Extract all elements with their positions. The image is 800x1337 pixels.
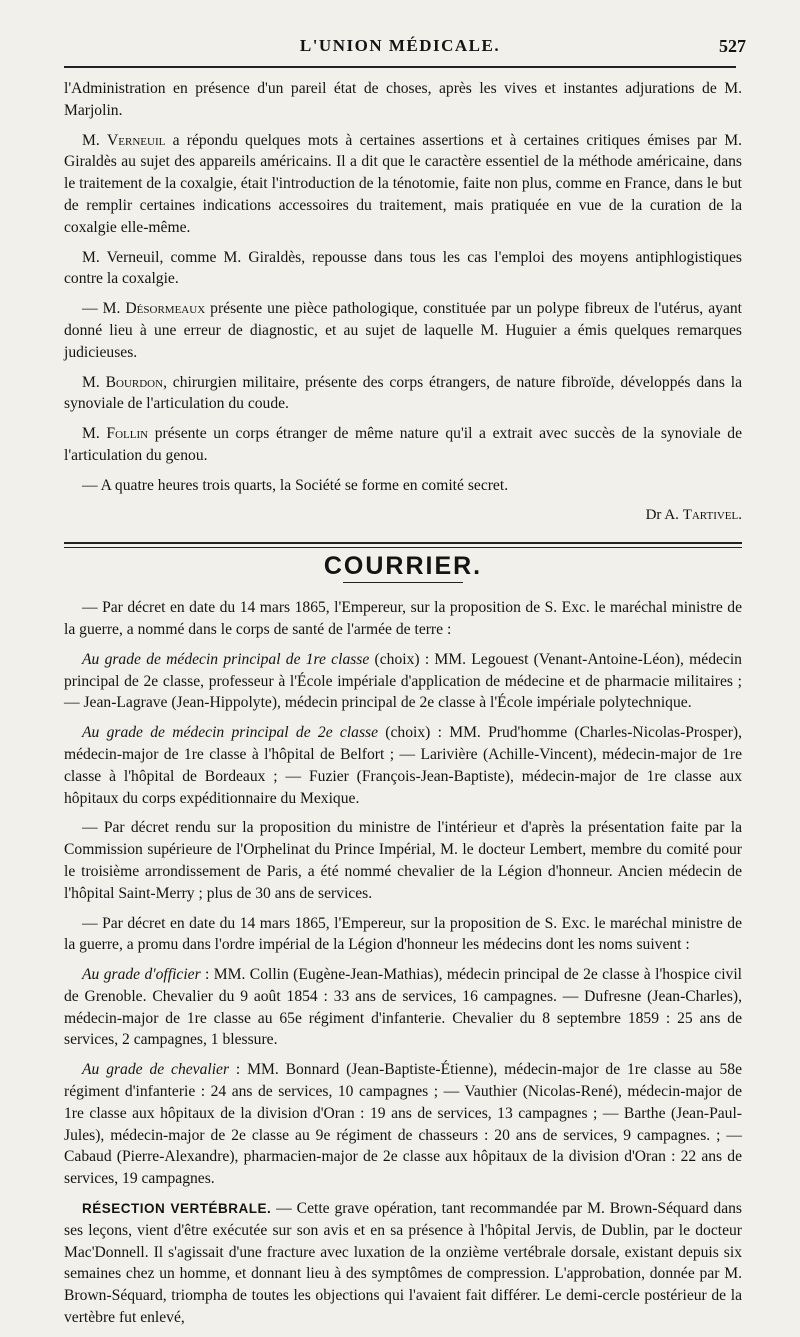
speaker-name: Désormeaux [125, 300, 206, 318]
paragraph: — Par décret en date du 14 mars 1865, l'Empereur, sur la proposition de S. Exc. le maréchal ministre de la guerre, a promu dans l'ordre impérial de la Légion d'honneur les médecins dont les noms suivent : [64, 914, 742, 954]
paragraph: — Par décret en date du 14 mars 1865, l'Empereur, sur la proposition de S. Exc. le maréchal ministre de la guerre, a nommé dans le corps de santé de l'armée de terre : [64, 599, 742, 638]
page-header [64, 36, 746, 68]
grade-label: Au grade de chevalier [82, 1061, 230, 1079]
paragraph: M. Verneuil, comme M. Giraldès, repousse dans tous les cas l'emploi des moyens antiphlogistiques contre la coxalgie. [64, 248, 742, 288]
article-body [64, 78, 742, 1337]
paragraph-text: , chirurgien militaire, présente des corps étrangers, de nature fibroïde, développés dans la synoviale de l'articulation du coude. [64, 373, 743, 413]
signature-prefix: Dr A. [645, 506, 683, 523]
speaker-name: Follin [106, 425, 149, 443]
paragraph: l'Administration en présence d'un pareil état de choses, après les vives et instantes adjurations de M. Marjolin. [64, 80, 742, 119]
signature [64, 505, 742, 527]
page-number: 527 [719, 36, 746, 56]
paragraph [64, 649, 742, 714]
section-title: COURRIER. [323, 552, 483, 581]
header-rule [64, 66, 736, 68]
paragraph-text: (choix) : MM. Legouest (Venant-Antoine-Léon), médecin principal de 2e classe, professeur à l'École impériale d'application de médecine et de pharmacie militaires ; — Jean-Lagrave (Jean-Hippolyte), médecin principal de 2e classe à l'École impériale polytechnique. [64, 650, 742, 712]
signature-suffix: . [738, 506, 742, 523]
paragraph-text: : MM. Collin (Eugène-Jean-Mathias), médecin principal de 2e classe à l'hospice civil de Grenoble. Chevalier du 9 août 1854 : 33 ans de services, 16 campagnes. — Dufresne (Jean-Charles), médecin-major de 1re classe au 65e régiment d'infanterie. Chevalier du 8 septembre 1859 : 25 ans de services, 2 campagnes, 1 blessure. [64, 966, 742, 1049]
grade-label: Au grade de médecin principal de 1re classe [82, 650, 370, 668]
speaker-name: Verneuil [107, 131, 166, 149]
paragraph: M. Verneuil a répondu quelques mots à certaines assertions et à certaines critiques émises par M. Giraldès au sujet des appareils américains. Il a dit que le caractère essentiel de la méthode américaine, dans le traitement de la coxalgie, était l'introduction de la ténotomie, faite non plus, comme en France, dans le but de remplir certaines indications accessoires du traitement, mais pratiquée en vue de la curation de la coxalgie elle-même. [64, 131, 742, 236]
section-divider [64, 542, 742, 548]
paragraph: — A quatre heures trois quarts, la Société se forme en comité secret. [82, 476, 509, 494]
paragraph-text: présente une pièce pathologique, constituée par un polype fibreux de l'utérus, ayant donné lieu à une erreur de diagnostic, et au sujet de laquelle M. Huguier a émis quelques remarques judicieuses. [64, 300, 742, 361]
item-lead: RÉSECTION VERTÉBRALE. [82, 1201, 272, 1217]
speaker-name: Bourdon [105, 373, 164, 391]
paragraph-text: — Cette grave opération, tant recommandée par M. Brown-Séquard dans ses leçons, vient d'être exécutée sur son avis et en sa présence à l'hôpital Jervis, de Dublin, par le docteur Mac'Donnell. Il s'agissait d'une fracture avec luxation de la onzième vertébrale dorsale, existant depuis six semaines chez un homme, et donnant lieu à des symptômes de compression. L'approbation, donnée par M. Brown-Séquard, triompha de toutes les objections qui l'avaient fait différer. Le demi-cercle postérieur de la vertèbre fut enlevé, [64, 1200, 742, 1327]
paragraph [64, 964, 742, 1051]
title-underline [343, 582, 463, 583]
paragraph: — Par décret rendu sur la proposition du ministre de l'intérieur et d'après la présentation faite par la Commission supérieure de l'Orphelinat du Prince Impérial, M. le docteur Lembert, membre du comité pour le troisième arrondissement de Paris, a été nommé chevalier de la Légion d'honneur. Ancien médecin de l'hôpital Saint-Merry ; plus de 30 ans de services. [64, 819, 742, 902]
paragraph: M. Follin présente un corps étranger de même nature qu'il a extrait avec succès de la synoviale de l'articulation du genou. [64, 425, 742, 464]
paragraph-text: a répondu quelques mots à certaines assertions et à certaines critiques émises par M. Giraldès au sujet des appareils américains. Il a dit que le caractère essentiel de la méthode américaine, dans le traitement de la coxalgie, était l'introduction de la ténotomie, faite non plus, comme en France, dans le but de remplir certaines indications accessoires du traitement, mais pratiquée en vue de la curation de la coxalgie elle-même. [64, 131, 742, 236]
paragraph-text: : MM. Bonnard (Jean-Baptiste-Étienne), médecin-major de 1re classe au 58e régiment d'infanterie : 24 ans de services, 10 campagnes ; — Vauthier (Nicolas-René), médecin-major de 1re classe aux hôpitaux de la division d'Oran : 19 ans de services, 13 campagnes ; — Barthe (Jean-Paul-Jules), médecin-major de 2e classe au 9e régiment de chasseurs : 20 ans de services, 9 campagnes. ; — Cabaud (Pierre-Alexandre), pharmacien-major de 2e classe aux hôpitaux de la division d'Oran : 22 ans de services, 19 campagnes. [64, 1061, 742, 1188]
paragraph: — M. Désormeaux présente une pièce pathologique, constituée par un polype fibreux de l'utérus, ayant donné lieu à une erreur de diagnostic, et au sujet de laquelle M. Huguier a émis quelques remarques judicieuses. [64, 300, 742, 361]
paragraph-text: (choix) : MM. Prud'homme (Charles-Nicolas-Prosper), médecin-major de 1re classe à l'hôpital de Belfort ; — Larivière (Achille-Vincent), médecin-major de 1re classe à l'hôpital de Bordeaux ; — Fuzier (François-Jean-Baptiste), médecin-major de 1re classe aux hôpitaux du corps expéditionnaire du Mexique. [64, 724, 742, 807]
paragraph [64, 1198, 742, 1329]
paragraph [64, 722, 742, 809]
signature-name: Tartivel [682, 506, 739, 523]
grade-label: Au grade d'officier [82, 966, 201, 984]
grade-label: Au grade de médecin principal de 2e classe [82, 724, 379, 742]
paragraph: M. Bourdon, chirurgien militaire, présente des corps étrangers, de nature fibroïde, développés dans la synoviale de l'articulation du coude. [64, 373, 743, 413]
paragraph-text: présente un corps étranger de même nature qu'il a extrait avec succès de la synoviale de l'articulation du genou. [64, 425, 742, 464]
running-title: L'UNION MÉDICALE. [299, 36, 501, 55]
paragraph [64, 1059, 742, 1190]
